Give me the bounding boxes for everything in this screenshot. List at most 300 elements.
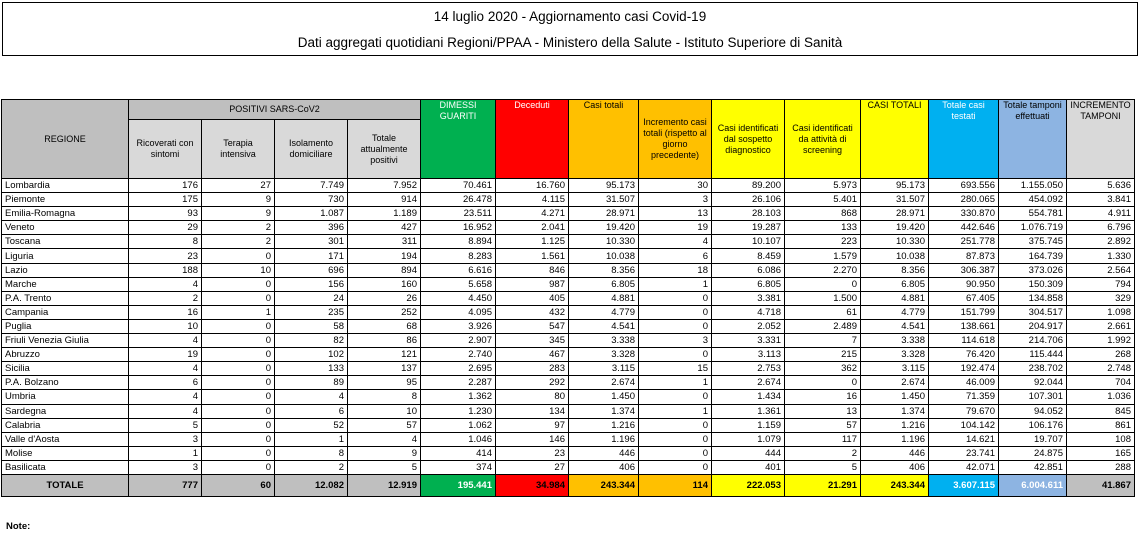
data-cell: 4.779 bbox=[569, 305, 639, 319]
data-cell: 2 bbox=[785, 446, 861, 460]
data-cell: 5.658 bbox=[421, 277, 496, 291]
data-cell: 444 bbox=[712, 446, 785, 460]
region-name-cell: Abruzzo bbox=[2, 348, 129, 362]
data-cell: 373.026 bbox=[999, 263, 1067, 277]
data-cell: 1.216 bbox=[861, 418, 929, 432]
data-cell: 1 bbox=[639, 404, 712, 418]
data-cell: 2 bbox=[275, 460, 348, 474]
data-cell: 19.420 bbox=[569, 221, 639, 235]
report-subtitle: Dati aggregati quotidiani Regioni/PPAA - Ministero della Salute - Istituto Superiore di Sanità bbox=[297, 35, 843, 50]
data-cell: 6.796 bbox=[1067, 221, 1135, 235]
data-cell: 10 bbox=[129, 319, 202, 333]
data-cell: 794 bbox=[1067, 277, 1135, 291]
data-cell: 1.125 bbox=[496, 235, 569, 249]
data-cell: 4.911 bbox=[1067, 207, 1135, 221]
data-cell: 9 bbox=[202, 207, 275, 221]
total-cell: 114 bbox=[639, 474, 712, 496]
data-cell: 311 bbox=[348, 235, 421, 249]
covid-data-table bbox=[1, 99, 1135, 497]
data-cell: 374 bbox=[421, 460, 496, 474]
data-cell: 0 bbox=[202, 348, 275, 362]
data-cell: 693.556 bbox=[929, 179, 999, 193]
data-cell: 1.036 bbox=[1067, 390, 1135, 404]
data-cell: 23.511 bbox=[421, 207, 496, 221]
region-name-cell: Molise bbox=[2, 446, 129, 460]
data-cell: 42.071 bbox=[929, 460, 999, 474]
data-cell: 1.561 bbox=[496, 249, 569, 263]
region-name-cell: Piemonte bbox=[2, 193, 129, 207]
header-casi-totali: Casi totali bbox=[569, 100, 639, 179]
data-cell: 406 bbox=[861, 460, 929, 474]
data-cell: 329 bbox=[1067, 291, 1135, 305]
data-cell: 156 bbox=[275, 277, 348, 291]
data-cell: 0 bbox=[639, 305, 712, 319]
data-cell: 95.173 bbox=[861, 179, 929, 193]
data-cell: 0 bbox=[639, 390, 712, 404]
data-cell: 28.103 bbox=[712, 207, 785, 221]
data-cell: 0 bbox=[639, 446, 712, 460]
data-cell: 1 bbox=[639, 376, 712, 390]
data-cell: 2 bbox=[202, 235, 275, 249]
data-cell: 283 bbox=[496, 362, 569, 376]
data-cell: 1.434 bbox=[712, 390, 785, 404]
table-row bbox=[2, 334, 1135, 348]
data-cell: 61 bbox=[785, 305, 861, 319]
region-name-cell: Lombardia bbox=[2, 179, 129, 193]
data-cell: 2.287 bbox=[421, 376, 496, 390]
data-cell: 8 bbox=[348, 390, 421, 404]
data-cell: 1.159 bbox=[712, 418, 785, 432]
data-cell: 2.695 bbox=[421, 362, 496, 376]
data-cell: 134.858 bbox=[999, 291, 1067, 305]
data-cell: 8.356 bbox=[861, 263, 929, 277]
data-cell: 0 bbox=[202, 277, 275, 291]
data-cell: 4.881 bbox=[569, 291, 639, 305]
data-cell: 0 bbox=[639, 319, 712, 333]
table-row bbox=[2, 390, 1135, 404]
data-cell: 442.646 bbox=[929, 221, 999, 235]
data-cell: 554.781 bbox=[999, 207, 1067, 221]
data-cell: 5 bbox=[785, 460, 861, 474]
header-deceduti: Deceduti bbox=[496, 100, 569, 179]
data-cell: 3.328 bbox=[569, 348, 639, 362]
data-cell: 115.444 bbox=[999, 348, 1067, 362]
data-cell: 0 bbox=[639, 418, 712, 432]
data-cell: 86 bbox=[348, 334, 421, 348]
data-cell: 2.661 bbox=[1067, 319, 1135, 333]
data-cell: 133 bbox=[275, 362, 348, 376]
data-cell: 90.950 bbox=[929, 277, 999, 291]
header-terapia: Terapia intensiva bbox=[202, 120, 275, 179]
data-cell: 1.076.719 bbox=[999, 221, 1067, 235]
data-cell: 57 bbox=[785, 418, 861, 432]
data-cell: 4.541 bbox=[569, 319, 639, 333]
data-cell: 18 bbox=[639, 263, 712, 277]
data-cell: 4.881 bbox=[861, 291, 929, 305]
data-cell: 1.196 bbox=[569, 432, 639, 446]
data-cell: 4 bbox=[129, 277, 202, 291]
data-cell: 19.707 bbox=[999, 432, 1067, 446]
data-cell: 280.065 bbox=[929, 193, 999, 207]
header-totale-positivi: Totale attualmente positivi bbox=[348, 120, 421, 179]
total-cell: 243.344 bbox=[861, 474, 929, 496]
data-cell: 23 bbox=[129, 249, 202, 263]
data-cell: 1.450 bbox=[861, 390, 929, 404]
data-cell: 5 bbox=[348, 460, 421, 474]
total-cell: 195.441 bbox=[421, 474, 496, 496]
header-regione: REGIONE bbox=[2, 100, 129, 179]
data-cell: 42.851 bbox=[999, 460, 1067, 474]
data-cell: 80 bbox=[496, 390, 569, 404]
data-cell: 192.474 bbox=[929, 362, 999, 376]
data-cell: 8.894 bbox=[421, 235, 496, 249]
data-cell: 7.952 bbox=[348, 179, 421, 193]
data-cell: 3.115 bbox=[861, 362, 929, 376]
data-cell: 1.098 bbox=[1067, 305, 1135, 319]
data-cell: 164.739 bbox=[999, 249, 1067, 263]
total-cell: 12.919 bbox=[348, 474, 421, 496]
data-cell: 1.374 bbox=[569, 404, 639, 418]
data-cell: 31.507 bbox=[569, 193, 639, 207]
data-cell: 345 bbox=[496, 334, 569, 348]
data-cell: 1.362 bbox=[421, 390, 496, 404]
data-cell: 4 bbox=[129, 390, 202, 404]
data-cell: 171 bbox=[275, 249, 348, 263]
data-cell: 46.009 bbox=[929, 376, 999, 390]
data-cell: 4 bbox=[348, 432, 421, 446]
header-isolamento: Isolamento domiciliare bbox=[275, 120, 348, 179]
data-cell: 4.271 bbox=[496, 207, 569, 221]
data-cell: 6 bbox=[129, 376, 202, 390]
data-cell: 10.038 bbox=[569, 249, 639, 263]
region-name-cell: Puglia bbox=[2, 319, 129, 333]
data-cell: 8.283 bbox=[421, 249, 496, 263]
data-cell: 730 bbox=[275, 193, 348, 207]
table-row bbox=[2, 446, 1135, 460]
data-cell: 1.230 bbox=[421, 404, 496, 418]
data-cell: 27 bbox=[202, 179, 275, 193]
data-cell: 401 bbox=[712, 460, 785, 474]
data-cell: 704 bbox=[1067, 376, 1135, 390]
data-cell: 2 bbox=[202, 221, 275, 235]
data-cell: 3.115 bbox=[569, 362, 639, 376]
data-cell: 19.420 bbox=[861, 221, 929, 235]
table-row bbox=[2, 348, 1135, 362]
data-cell: 4.718 bbox=[712, 305, 785, 319]
data-cell: 5.636 bbox=[1067, 179, 1135, 193]
data-cell: 4 bbox=[275, 390, 348, 404]
region-name-cell: Liguria bbox=[2, 249, 129, 263]
region-name-cell: Toscana bbox=[2, 235, 129, 249]
data-cell: 0 bbox=[202, 319, 275, 333]
data-cell: 19 bbox=[639, 221, 712, 235]
data-cell: 4.779 bbox=[861, 305, 929, 319]
data-cell: 0 bbox=[202, 446, 275, 460]
totals-row bbox=[2, 474, 1135, 496]
data-cell: 138.661 bbox=[929, 319, 999, 333]
data-cell: 0 bbox=[639, 348, 712, 362]
data-cell: 114.618 bbox=[929, 334, 999, 348]
header-sospetto: Casi identificati dal sospetto diagnostico bbox=[712, 100, 785, 179]
data-cell: 3.338 bbox=[861, 334, 929, 348]
table-row bbox=[2, 319, 1135, 333]
data-cell: 0 bbox=[202, 249, 275, 263]
data-cell: 87.873 bbox=[929, 249, 999, 263]
data-cell: 0 bbox=[202, 432, 275, 446]
region-name-cell: Friuli Venezia Giulia bbox=[2, 334, 129, 348]
data-cell: 2.753 bbox=[712, 362, 785, 376]
data-cell: 914 bbox=[348, 193, 421, 207]
data-cell: 10.330 bbox=[861, 235, 929, 249]
data-cell: 165 bbox=[1067, 446, 1135, 460]
data-cell: 9 bbox=[348, 446, 421, 460]
data-cell: 2.892 bbox=[1067, 235, 1135, 249]
data-cell: 0 bbox=[202, 376, 275, 390]
data-cell: 215 bbox=[785, 348, 861, 362]
table-row bbox=[2, 249, 1135, 263]
data-cell: 3 bbox=[639, 193, 712, 207]
data-cell: 134 bbox=[496, 404, 569, 418]
region-name-cell: P.A. Trento bbox=[2, 291, 129, 305]
data-cell: 3.331 bbox=[712, 334, 785, 348]
header-positivi-group: POSITIVI SARS-CoV2 bbox=[129, 100, 421, 120]
data-cell: 26.106 bbox=[712, 193, 785, 207]
table-row bbox=[2, 277, 1135, 291]
data-cell: 0 bbox=[785, 277, 861, 291]
data-cell: 8.459 bbox=[712, 249, 785, 263]
region-name-cell: Umbria bbox=[2, 390, 129, 404]
data-cell: 1.450 bbox=[569, 390, 639, 404]
data-cell: 176 bbox=[129, 179, 202, 193]
data-cell: 6.086 bbox=[712, 263, 785, 277]
total-cell: 12.082 bbox=[275, 474, 348, 496]
data-cell: 3.381 bbox=[712, 291, 785, 305]
data-cell: 10 bbox=[202, 263, 275, 277]
data-cell: 160 bbox=[348, 277, 421, 291]
data-cell: 7.749 bbox=[275, 179, 348, 193]
data-cell: 82 bbox=[275, 334, 348, 348]
data-cell: 5.401 bbox=[785, 193, 861, 207]
data-cell: 7 bbox=[785, 334, 861, 348]
data-cell: 1.992 bbox=[1067, 334, 1135, 348]
table-row bbox=[2, 418, 1135, 432]
data-cell: 214.706 bbox=[999, 334, 1067, 348]
total-cell: 41.867 bbox=[1067, 474, 1135, 496]
data-cell: 89.200 bbox=[712, 179, 785, 193]
data-cell: 235 bbox=[275, 305, 348, 319]
data-cell: 0 bbox=[202, 291, 275, 305]
data-cell: 6.616 bbox=[421, 263, 496, 277]
data-cell: 2.489 bbox=[785, 319, 861, 333]
data-cell: 427 bbox=[348, 221, 421, 235]
data-cell: 846 bbox=[496, 263, 569, 277]
data-cell: 106.176 bbox=[999, 418, 1067, 432]
data-cell: 188 bbox=[129, 263, 202, 277]
data-cell: 1.079 bbox=[712, 432, 785, 446]
data-cell: 3 bbox=[639, 334, 712, 348]
data-cell: 1.374 bbox=[861, 404, 929, 418]
data-cell: 6.805 bbox=[861, 277, 929, 291]
data-cell: 26 bbox=[348, 291, 421, 305]
data-cell: 137 bbox=[348, 362, 421, 376]
header-dimessi: DIMESSI GUARITI bbox=[421, 100, 496, 179]
data-cell: 414 bbox=[421, 446, 496, 460]
data-cell: 16.760 bbox=[496, 179, 569, 193]
data-cell: 13 bbox=[785, 404, 861, 418]
data-cell: 1.500 bbox=[785, 291, 861, 305]
data-cell: 362 bbox=[785, 362, 861, 376]
region-name-cell: Valle d'Aosta bbox=[2, 432, 129, 446]
table-row bbox=[2, 305, 1135, 319]
table-row bbox=[2, 460, 1135, 474]
table-row bbox=[2, 179, 1135, 193]
data-cell: 268 bbox=[1067, 348, 1135, 362]
region-name-cell: Calabria bbox=[2, 418, 129, 432]
data-cell: 1.330 bbox=[1067, 249, 1135, 263]
data-cell: 0 bbox=[202, 362, 275, 376]
data-cell: 2.674 bbox=[712, 376, 785, 390]
data-cell: 133 bbox=[785, 221, 861, 235]
data-cell: 28.971 bbox=[861, 207, 929, 221]
data-cell: 67.405 bbox=[929, 291, 999, 305]
data-cell: 301 bbox=[275, 235, 348, 249]
data-cell: 194 bbox=[348, 249, 421, 263]
data-cell: 4 bbox=[129, 362, 202, 376]
data-cell: 4.115 bbox=[496, 193, 569, 207]
data-cell: 8 bbox=[275, 446, 348, 460]
data-cell: 0 bbox=[202, 404, 275, 418]
data-cell: 16.952 bbox=[421, 221, 496, 235]
header-screening: Casi identificati da attività di screening bbox=[785, 100, 861, 179]
data-cell: 4.095 bbox=[421, 305, 496, 319]
data-cell: 27 bbox=[496, 460, 569, 474]
data-cell: 6.805 bbox=[712, 277, 785, 291]
table-row bbox=[2, 376, 1135, 390]
data-cell: 1.189 bbox=[348, 207, 421, 221]
data-cell: 2.748 bbox=[1067, 362, 1135, 376]
data-cell: 845 bbox=[1067, 404, 1135, 418]
data-cell: 146 bbox=[496, 432, 569, 446]
data-cell: 304.517 bbox=[999, 305, 1067, 319]
data-cell: 4 bbox=[639, 235, 712, 249]
data-cell: 861 bbox=[1067, 418, 1135, 432]
table-row bbox=[2, 432, 1135, 446]
data-cell: 288 bbox=[1067, 460, 1135, 474]
data-cell: 396 bbox=[275, 221, 348, 235]
data-cell: 454.092 bbox=[999, 193, 1067, 207]
data-cell: 4.450 bbox=[421, 291, 496, 305]
data-cell: 2.674 bbox=[861, 376, 929, 390]
data-cell: 204.917 bbox=[999, 319, 1067, 333]
data-cell: 97 bbox=[496, 418, 569, 432]
data-cell: 10.107 bbox=[712, 235, 785, 249]
data-cell: 23.741 bbox=[929, 446, 999, 460]
region-name-cell: Campania bbox=[2, 305, 129, 319]
total-cell: 34.984 bbox=[496, 474, 569, 496]
region-name-cell: Sardegna bbox=[2, 404, 129, 418]
region-name-cell: Sicilia bbox=[2, 362, 129, 376]
data-cell: 547 bbox=[496, 319, 569, 333]
data-cell: 52 bbox=[275, 418, 348, 432]
table-row bbox=[2, 193, 1135, 207]
header-casi-totali-caps: CASI TOTALI bbox=[861, 100, 929, 179]
data-cell: 2.740 bbox=[421, 348, 496, 362]
data-cell: 0 bbox=[785, 376, 861, 390]
header-testati: Totale casi testati bbox=[929, 100, 999, 179]
total-cell: 60 bbox=[202, 474, 275, 496]
data-cell: 93 bbox=[129, 207, 202, 221]
report-header bbox=[2, 2, 1138, 56]
table-row bbox=[2, 221, 1135, 235]
totals-label: TOTALE bbox=[2, 474, 129, 496]
data-cell: 5.973 bbox=[785, 179, 861, 193]
data-cell: 405 bbox=[496, 291, 569, 305]
data-cell: 1.216 bbox=[569, 418, 639, 432]
data-cell: 3.338 bbox=[569, 334, 639, 348]
data-cell: 467 bbox=[496, 348, 569, 362]
data-cell: 894 bbox=[348, 263, 421, 277]
region-name-cell: Marche bbox=[2, 277, 129, 291]
note-label: Note: bbox=[6, 521, 31, 532]
data-cell: 2.052 bbox=[712, 319, 785, 333]
data-cell: 223 bbox=[785, 235, 861, 249]
data-cell: 868 bbox=[785, 207, 861, 221]
data-cell: 432 bbox=[496, 305, 569, 319]
data-cell: 2.564 bbox=[1067, 263, 1135, 277]
data-cell: 30 bbox=[639, 179, 712, 193]
data-cell: 252 bbox=[348, 305, 421, 319]
data-cell: 58 bbox=[275, 319, 348, 333]
data-cell: 0 bbox=[202, 390, 275, 404]
data-cell: 94.052 bbox=[999, 404, 1067, 418]
header-tamponi: Totale tamponi effettuati bbox=[999, 100, 1067, 179]
data-cell: 4.541 bbox=[861, 319, 929, 333]
data-cell: 10.330 bbox=[569, 235, 639, 249]
report-title: 14 luglio 2020 - Aggiornamento casi Covid-19 bbox=[433, 9, 707, 24]
data-cell: 102 bbox=[275, 348, 348, 362]
data-cell: 23 bbox=[496, 446, 569, 460]
data-cell: 238.702 bbox=[999, 362, 1067, 376]
data-cell: 95.173 bbox=[569, 179, 639, 193]
data-cell: 0 bbox=[202, 460, 275, 474]
region-name-cell: Basilicata bbox=[2, 460, 129, 474]
table-row bbox=[2, 404, 1135, 418]
table-row bbox=[2, 263, 1135, 277]
data-cell: 150.309 bbox=[999, 277, 1067, 291]
data-cell: 1.062 bbox=[421, 418, 496, 432]
data-cell: 0 bbox=[639, 460, 712, 474]
table-row bbox=[2, 362, 1135, 376]
data-cell: 29 bbox=[129, 221, 202, 235]
data-cell: 0 bbox=[639, 432, 712, 446]
data-cell: 108 bbox=[1067, 432, 1135, 446]
data-cell: 1 bbox=[275, 432, 348, 446]
data-cell: 19 bbox=[129, 348, 202, 362]
data-cell: 15 bbox=[639, 362, 712, 376]
total-cell: 243.344 bbox=[569, 474, 639, 496]
data-cell: 2.907 bbox=[421, 334, 496, 348]
table-row bbox=[2, 235, 1135, 249]
header-incremento-tamponi: INCREMENTO TAMPONI bbox=[1067, 100, 1135, 179]
data-cell: 1.155.050 bbox=[999, 179, 1067, 193]
data-cell: 10 bbox=[348, 404, 421, 418]
data-cell: 1.579 bbox=[785, 249, 861, 263]
data-cell: 696 bbox=[275, 263, 348, 277]
data-cell: 175 bbox=[129, 193, 202, 207]
data-cell: 375.745 bbox=[999, 235, 1067, 249]
table-row bbox=[2, 207, 1135, 221]
data-cell: 6.805 bbox=[569, 277, 639, 291]
